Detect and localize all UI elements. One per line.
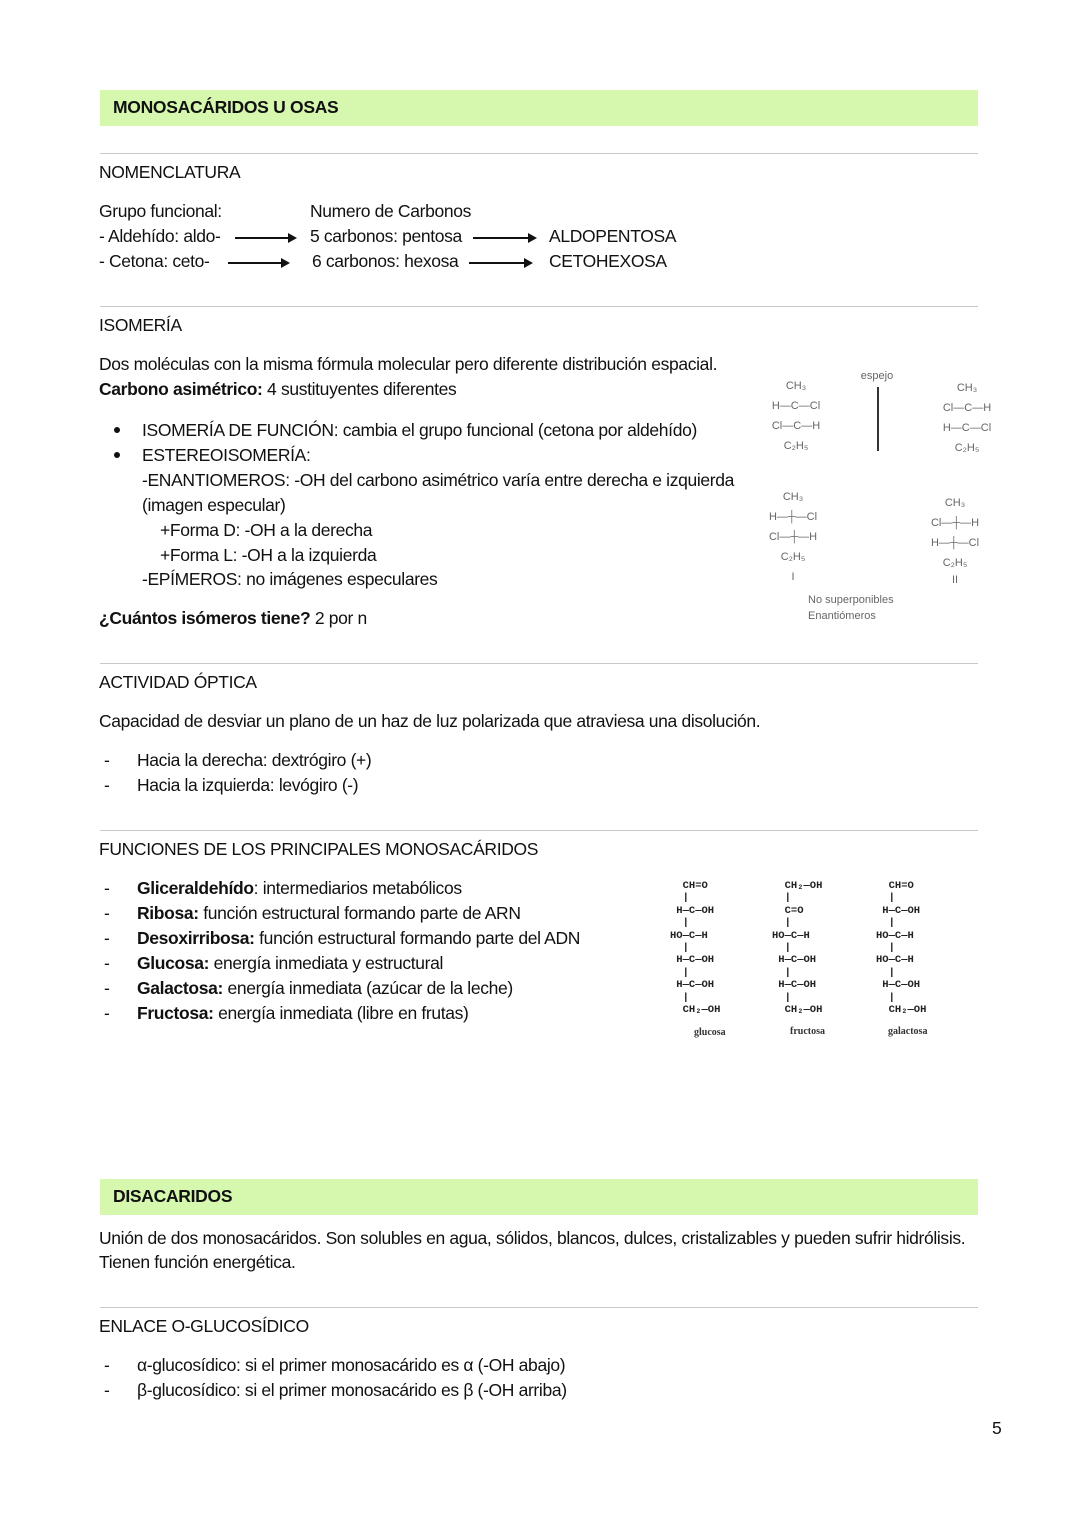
figure-caption [808, 592, 928, 624]
actividad-text: Capacidad de desviar un plano de un haz de luz polarizada que atraviesa una disolución. [99, 711, 761, 731]
list-item [137, 977, 513, 999]
section-title: DISACARIDOS [113, 1186, 233, 1206]
dash: - [104, 928, 110, 948]
row-result: ALDOPENTOSA [549, 226, 677, 246]
item-desc: energía inmediata (azúcar de la leche) [222, 978, 513, 998]
mirror-label: espejo [860, 370, 894, 382]
mirror-line [877, 387, 879, 451]
divider [100, 830, 978, 831]
list-item [137, 952, 443, 974]
row-result: CETOHEXOSA [549, 251, 667, 271]
dash: - [104, 878, 110, 898]
line: C₂H₅ [780, 551, 806, 563]
list-item [137, 927, 580, 949]
glucose-label: glucosa [694, 1027, 726, 1038]
col-header-carbons: Numero de Carbonos [310, 201, 472, 221]
isomeria-intro: Dos moléculas con la misma fórmula molecular pero diferente distribución espacial. [99, 354, 718, 374]
heading-actividad: ACTIVIDAD ÓPTICA [99, 672, 257, 692]
answer: 2 por n [310, 608, 367, 628]
structure-3 [753, 487, 833, 587]
dash: - [104, 978, 110, 998]
forma-d: +Forma D: -OH a la derecha [160, 520, 373, 540]
line: C₂H₅ [942, 557, 968, 569]
list-item: Hacia la izquierda: levógiro (-) [137, 775, 359, 795]
arrow-icon [228, 262, 288, 264]
dash: - [104, 953, 110, 973]
disacaridos-text: Tienen función energética. [99, 1252, 296, 1272]
divider [100, 1307, 978, 1308]
heading-isomeria: ISOMERÍA [99, 315, 182, 335]
item-name: Gliceraldehído [137, 878, 254, 898]
list-item [137, 877, 462, 899]
item-name: Ribosa: [137, 903, 199, 923]
list-item: α-glucosídico: si el primer monosacárido es α (-OH abajo) [137, 1355, 566, 1375]
item-desc: función estructural formando parte del ADN [254, 928, 581, 948]
line: H—┼—Cl [930, 537, 980, 549]
bullet-item: ISOMERÍA DE FUNCIÓN: cambia el grupo funcional (cetona por aldehído) [142, 420, 697, 440]
item-name: Fructosa: [137, 1003, 214, 1023]
heading-enlace: ENLACE O-GLUCOSÍDICO [99, 1316, 309, 1336]
line: H—C—Cl [942, 422, 992, 434]
page-number: 5 [992, 1418, 1002, 1438]
dash: - [104, 1380, 110, 1400]
line: Cl—C—H [771, 420, 821, 432]
heading-nomenclatura: NOMENCLATURA [99, 162, 241, 182]
divider [100, 306, 978, 307]
label: II [951, 574, 959, 586]
item-name: Glucosa: [137, 953, 210, 973]
row-carbons: 6 carbonos: hexosa [312, 251, 459, 271]
arrow-icon [235, 237, 295, 239]
list-item [137, 1002, 469, 1024]
forma-l: +Forma L: -OH a la izquierda [160, 545, 377, 565]
item-name: Galactosa: [137, 978, 223, 998]
heading-funciones: FUNCIONES DE LOS PRINCIPALES MONOSACÁRIDOS [99, 839, 539, 859]
arrow-icon [469, 262, 531, 264]
enantiomeros-text: -ENANTIOMEROS: -OH del carbono asimétrico varía entre derecha e izquierda [142, 470, 735, 490]
enantiomeros-cont: (imagen especular) [142, 495, 286, 515]
list-item: Hacia la derecha: dextrógiro (+) [137, 750, 372, 770]
fructose-structure: CH₂—OH | C=O | HO—C—H | H—C—OH | H—C—OH | CH₂—OH [772, 880, 823, 1017]
section-header-disacaridos [100, 1179, 978, 1215]
dash: - [104, 1003, 110, 1023]
col-header-group: Grupo funcional: [99, 201, 222, 221]
dash: - [104, 903, 110, 923]
structure-4 [915, 493, 995, 587]
line: H—┼—Cl [768, 511, 818, 523]
line: CH₃ [782, 491, 804, 503]
asym-text: 4 sustituyentes diferentes [262, 379, 457, 399]
row-group: - Cetona: ceto- [99, 251, 210, 271]
dash: - [104, 1355, 110, 1375]
disacaridos-text: Unión de dos monosacáridos. Son solubles en agua, sólidos, blancos, dulces, cristalizables y pueden sufrir hidrólisis. [99, 1228, 966, 1248]
section-header-monosacaridos [100, 90, 978, 126]
dash: - [104, 775, 110, 795]
item-name: Desoxirribosa: [137, 928, 255, 948]
bullet-icon [114, 427, 120, 433]
list-item [137, 902, 521, 924]
line: CH₃ [944, 497, 966, 509]
item-desc: energía inmediata y estructural [209, 953, 444, 973]
line: Cl—C—H [942, 402, 992, 414]
structure-1 [756, 376, 836, 456]
list-item: β-glucosídico: si el primer monosacárido es β (-OH arriba) [137, 1380, 567, 1400]
asym-carbon-line [99, 378, 456, 400]
caption-line: Enantiómeros [808, 610, 876, 622]
question: ¿Cuántos isómeros tiene? [99, 608, 311, 628]
arrow-icon [473, 237, 535, 239]
divider [100, 153, 978, 154]
line: Cl—┼—H [768, 531, 818, 543]
line: Cl—┼—H [930, 517, 980, 529]
line: CH₃ [785, 380, 807, 392]
line: C₂H₅ [783, 440, 809, 452]
bullet-icon [114, 452, 120, 458]
asym-label: Carbono asimétrico: [99, 379, 263, 399]
row-group: - Aldehído: aldo- [99, 226, 221, 246]
item-desc: función estructural formando parte de ARN [198, 903, 521, 923]
section-title: MONOSACÁRIDOS U OSAS [113, 97, 339, 117]
galactose-label: galactosa [888, 1026, 928, 1037]
label: I [791, 571, 795, 583]
item-desc: : intermediarios metabólicos [253, 878, 462, 898]
galactose-structure: CH=O | H—C—OH | HO—C—H | HO—C—H | H—C—OH | CH₂—OH [876, 880, 927, 1017]
epimeros-text: -EPÍMEROS: no imágenes especulares [142, 569, 438, 589]
dash: - [104, 750, 110, 770]
structure-2 [927, 378, 1007, 458]
divider [100, 663, 978, 664]
glucose-structure: CH=O | H—C—OH | HO—C—H | H—C—OH | H—C—OH | CH₂—OH [670, 880, 721, 1017]
line: H—C—Cl [771, 400, 821, 412]
bullet-item: ESTEREOISOMERÍA: [142, 445, 311, 465]
line: CH₃ [956, 382, 978, 394]
line: C₂H₅ [954, 442, 980, 454]
fructose-label: fructosa [790, 1026, 825, 1037]
item-desc: energía inmediata (libre en frutas) [213, 1003, 469, 1023]
caption-line: No superponibles [808, 594, 894, 606]
isomer-count [99, 607, 367, 629]
row-carbons: 5 carbonos: pentosa [310, 226, 462, 246]
